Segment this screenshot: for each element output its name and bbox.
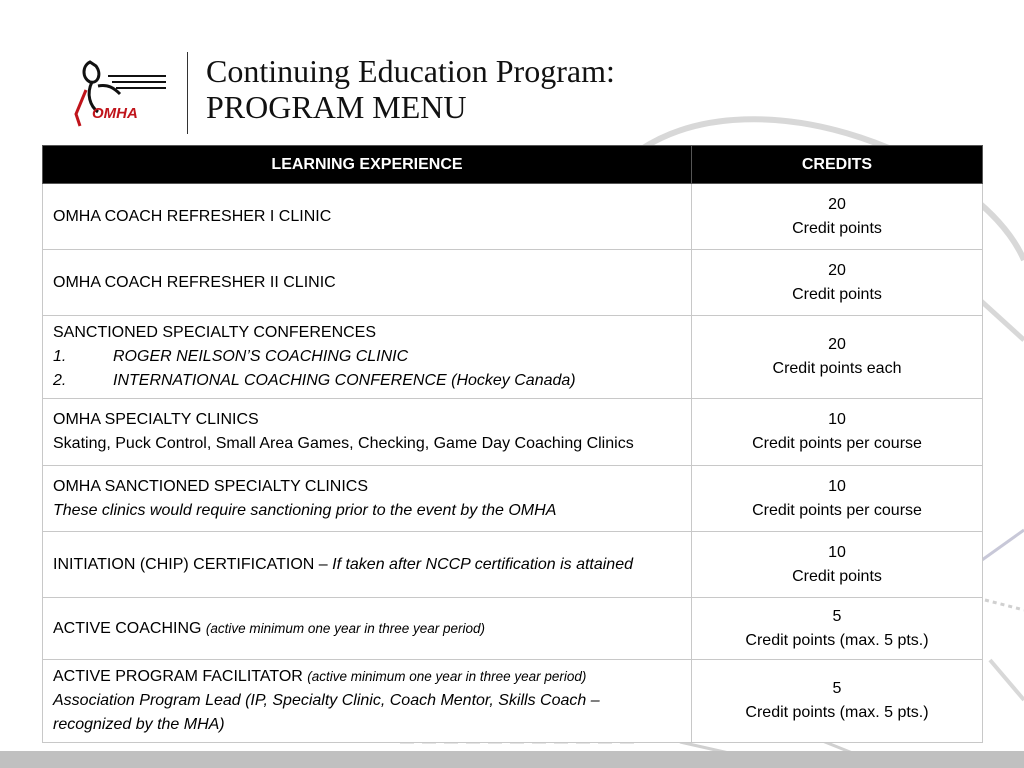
experience-title: OMHA SANCTIONED SPECIALTY CLINICS bbox=[53, 477, 369, 495]
experience-title: OMHA COACH REFRESHER I CLINIC bbox=[53, 207, 332, 225]
experience-title: OMHA SPECIALTY CLINICS bbox=[53, 411, 259, 428]
experience-cell bbox=[43, 598, 692, 660]
credit-unit: Credit points each bbox=[772, 360, 902, 377]
title-line-1: Continuing Education Program: bbox=[206, 53, 615, 89]
table-row bbox=[43, 598, 983, 660]
list-item bbox=[53, 369, 681, 393]
experience-cell bbox=[43, 660, 692, 743]
experience-title: SANCTIONED SPECIALTY CONFERENCES bbox=[53, 324, 377, 341]
experience-note: (active minimum one year in three year period) bbox=[205, 620, 486, 636]
credit-value: 10 bbox=[828, 477, 846, 495]
credits-cell bbox=[692, 598, 983, 660]
experience-detail: These clinics would require sanctioning prior to the event by the OMHA bbox=[53, 501, 557, 519]
experience-title: INITIATION (CHIP) CERTIFICATION – bbox=[53, 555, 333, 573]
experience-cell bbox=[43, 250, 692, 316]
table-row bbox=[43, 399, 983, 466]
credit-unit: Credit points (max. 5 pts.) bbox=[745, 704, 929, 721]
credits-cell bbox=[692, 399, 983, 466]
credit-value: 10 bbox=[828, 543, 846, 561]
credit-unit: Credit points per course bbox=[752, 501, 922, 519]
credit-value: 5 bbox=[832, 680, 842, 697]
experience-cell bbox=[43, 316, 692, 399]
table-header-row bbox=[43, 146, 983, 184]
header-credits: CREDITS bbox=[692, 146, 983, 184]
title-divider bbox=[187, 52, 188, 134]
experience-cell bbox=[43, 466, 692, 532]
list-text: INTERNATIONAL COACHING CONFERENCE (Hockey Canada) bbox=[113, 372, 576, 389]
experience-title: ACTIVE COACHING bbox=[53, 619, 206, 637]
list-text: ROGER NEILSON’S COACHING CLINIC bbox=[113, 348, 409, 365]
credits-cell bbox=[692, 466, 983, 532]
table-row bbox=[43, 184, 983, 250]
credit-unit: Credit points bbox=[792, 567, 882, 585]
experience-cell bbox=[43, 399, 692, 466]
page-title bbox=[206, 53, 615, 125]
credit-unit: Credit points per course bbox=[752, 435, 922, 452]
credits-cell bbox=[692, 660, 983, 743]
program-menu-table bbox=[42, 145, 983, 743]
credit-unit: Credit points bbox=[792, 219, 882, 237]
experience-title: OMHA COACH REFRESHER II CLINIC bbox=[53, 273, 336, 291]
table-row bbox=[43, 250, 983, 316]
credit-value: 20 bbox=[828, 336, 846, 353]
experience-cell bbox=[43, 532, 692, 598]
table-row bbox=[43, 660, 983, 743]
credit-value: 20 bbox=[828, 261, 846, 279]
experience-cell bbox=[43, 184, 692, 250]
credit-value: 10 bbox=[828, 411, 846, 428]
credit-unit: Credit points (max. 5 pts.) bbox=[745, 631, 929, 649]
credits-cell bbox=[692, 184, 983, 250]
table-row bbox=[43, 316, 983, 399]
list-number: 1. bbox=[53, 348, 67, 365]
omha-logo bbox=[68, 56, 168, 132]
table-row bbox=[43, 466, 983, 532]
bottom-bar bbox=[0, 751, 1024, 768]
title-line-2: PROGRAM MENU bbox=[206, 89, 467, 125]
svg-text:OMHA: OMHA bbox=[92, 105, 138, 122]
credit-value: 5 bbox=[832, 607, 842, 625]
credits-cell bbox=[692, 316, 983, 399]
credit-unit: Credit points bbox=[792, 285, 882, 303]
header-learning-experience: LEARNING EXPERIENCE bbox=[43, 146, 692, 184]
experience-detail: Association Program Lead (IP, Specialty Clinic, Coach Mentor, Skills Coach – recognized by the MHA) bbox=[53, 692, 600, 733]
table-row bbox=[43, 532, 983, 598]
credits-cell bbox=[692, 532, 983, 598]
experience-note: If taken after NCCP certification is attained bbox=[332, 555, 633, 573]
credits-cell bbox=[692, 250, 983, 316]
experience-title: ACTIVE PROGRAM FACILITATOR bbox=[53, 668, 308, 685]
list-item bbox=[53, 345, 681, 369]
experience-detail: Skating, Puck Control, Small Area Games, Checking, Game Day Coaching Clinics bbox=[53, 435, 634, 452]
experience-note: (active minimum one year in three year period) bbox=[307, 669, 587, 684]
credit-value: 20 bbox=[828, 195, 846, 213]
list-number: 2. bbox=[53, 372, 67, 389]
